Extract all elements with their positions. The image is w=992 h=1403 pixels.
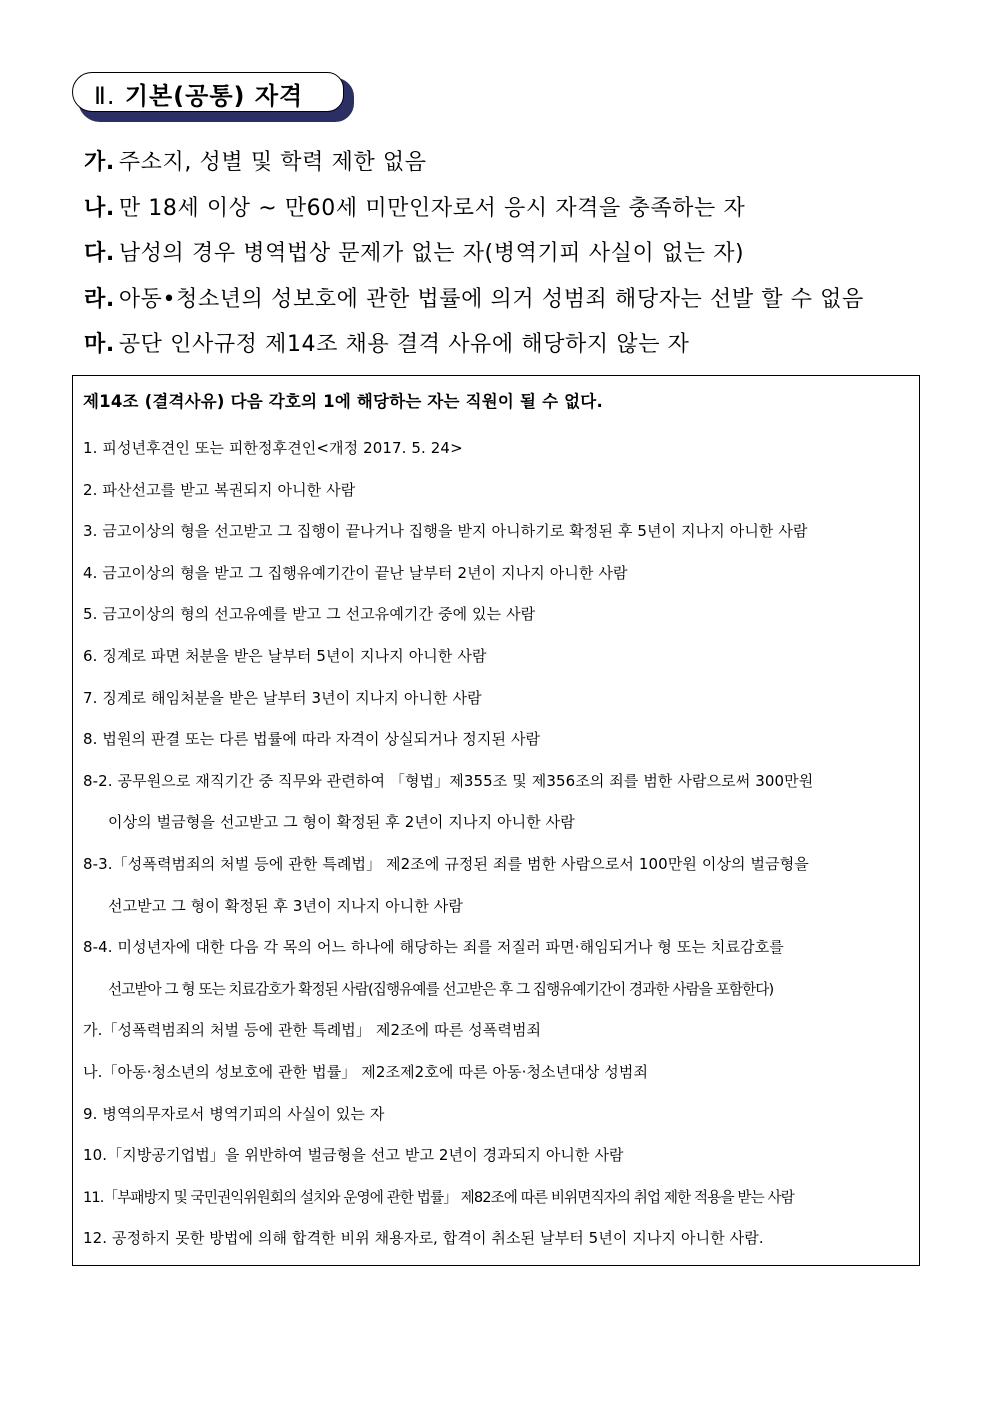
- qualification-item: [84, 277, 944, 323]
- article-clause: 9. 병역의무자로서 병역기피의 사실이 있는 자: [83, 1104, 385, 1123]
- qualification-item: [84, 322, 944, 368]
- qualification-text: 주소지, 성별 및 학력 제한 없음: [118, 150, 427, 175]
- article-heading: 제14조 (결격사유) 다음 각호의 1에 해당하는 자는 직원이 될 수 없다.: [83, 392, 603, 411]
- article-subclause: 나.「아동·청소년의 성보호에 관한 법률」 제2조제2호에 따른 아동·청소년대상 성범죄: [83, 1062, 649, 1081]
- article-clause-continuation: 선고받고 그 형이 확정된 후 3년이 지나지 아니한 사람: [108, 896, 463, 915]
- qualification-item: [84, 186, 944, 232]
- section-title-badge: [72, 72, 348, 116]
- qualification-marker: 라.: [84, 286, 115, 312]
- section-title-text: 기본(공통) 자격: [124, 82, 304, 110]
- qualification-text: 공단 인사규정 제14조 채용 결격 사유에 해당하지 않는 자: [118, 332, 690, 357]
- section-title: [94, 76, 303, 111]
- qualification-list: [84, 140, 944, 368]
- article-clause-continuation: 이상의 벌금형을 선고받고 그 형이 확정된 후 2년이 지나지 아니한 사람: [108, 813, 575, 832]
- article-clause-continuation: 선고받아 그 형 또는 치료감호가 확정된 사람(집행유예를 선고받은 후 그 집행유예기간이 경과한 사람을 포함한다): [108, 980, 774, 998]
- qualification-text: 남성의 경우 병역법상 문제가 없는 자(병역기피 사실이 없는 자): [118, 241, 745, 266]
- qualification-marker: 마.: [84, 332, 115, 357]
- article-clause: 5. 금고이상의 형의 선고유예를 받고 그 선고유예기간 중에 있는 사람: [83, 605, 536, 624]
- article-clause: 11.「부패방지 및 국민권익위원회의 설치와 운영에 관한 법률」 제82조에 따른 비위면직자의 취업 제한 적용을 받는 사람: [83, 1188, 794, 1206]
- article-clause-list: [83, 428, 915, 1260]
- article-clause: 1. 피성년후견인 또는 피한정후견인<개정 2017. 5. 24>: [83, 439, 463, 457]
- article-clause: 12. 공정하지 못한 방법에 의해 합격한 비위 채용자로, 합격이 취소된 날부터 5년이 지나지 아니한 사람.: [83, 1229, 764, 1248]
- article-clause: 8-2. 공무원으로 재직기간 중 직무와 관련하여 「형법」제355조 및 제356조의 죄를 범한 사람으로써 300만원: [83, 771, 814, 790]
- qualification-marker: 나.: [84, 195, 115, 221]
- article-clause: 2. 파산선고를 받고 복권되지 아니한 사람: [83, 480, 356, 499]
- article-clause: 10.「지방공기업법」을 위반하여 벌금형을 선고 받고 2년이 경과되지 아니한 사람: [83, 1146, 624, 1165]
- article-clause: 8-3.「성폭력범죄의 처벌 등에 관한 특례법」 제2조에 규정된 죄를 범한 사람으로서 100만원 이상의 벌금형을: [83, 854, 809, 873]
- qualification-marker: 다.: [84, 241, 115, 266]
- qualification-item: [84, 231, 944, 277]
- article-clause: 6. 징계로 파면 처분을 받은 날부터 5년이 지나지 아니한 사람: [83, 646, 487, 665]
- article-clause: 8. 법원의 판결 또는 다른 법률에 따라 자격이 상실되거나 정지된 사람: [83, 730, 541, 749]
- qualification-marker: 가.: [84, 150, 115, 175]
- disqualification-rule-box: [72, 375, 920, 1266]
- article-clause: 7. 징계로 해임처분을 받은 날부터 3년이 지나지 아니한 사람: [83, 688, 482, 707]
- article-clause: 4. 금고이상의 형을 받고 그 집행유예기간이 끝난 날부터 2년이 지나지 아니한 사람: [83, 563, 628, 582]
- qualification-text: 아동•청소년의 성보호에 관한 법률에 의거 성범죄 해당자는 선발 할 수 없음: [118, 286, 864, 312]
- section-title-number: Ⅱ.: [94, 82, 116, 110]
- qualification-item: [84, 140, 944, 186]
- article-clause: 3. 금고이상의 형을 선고받고 그 집행이 끝나거나 집행을 받지 아니하기로 확정된 후 5년이 지나지 아니한 사람: [83, 522, 808, 541]
- qualification-text: 만 18세 이상 ~ 만60세 미만인자로서 응시 자격을 충족하는 자: [118, 195, 746, 221]
- article-subclause: 가.「성폭력범죄의 처벌 등에 관한 특례법」 제2조에 따른 성폭력범죄: [83, 1021, 542, 1040]
- article-clause: 8-4. 미성년자에 대한 다음 각 목의 어느 하나에 해당하는 죄를 저질러 파면·해임되거나 형 또는 치료감호를: [83, 938, 784, 957]
